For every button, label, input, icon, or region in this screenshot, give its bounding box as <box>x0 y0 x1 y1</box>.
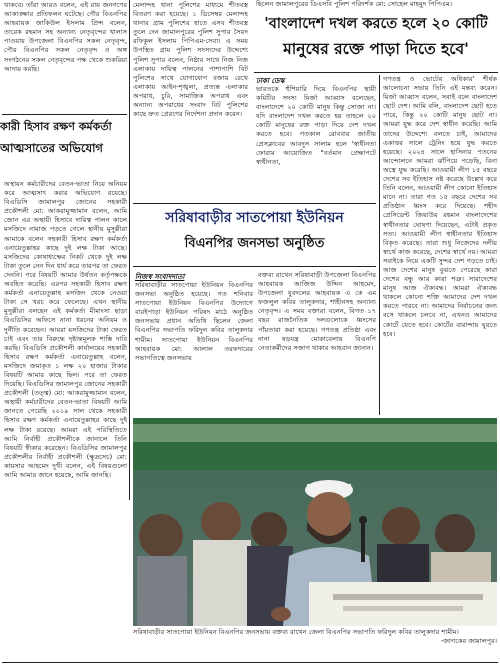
lead-headline-line2: মানুষের রক্তে পাড়া দিতে হবে' <box>283 39 469 58</box>
col3-col4-divider <box>379 75 380 415</box>
col1-headline <box>0 119 128 157</box>
lead-headline-underline <box>254 72 498 73</box>
lead-headline <box>254 12 498 70</box>
photo-caption <box>133 628 497 662</box>
col1-col2-divider <box>129 0 130 500</box>
lead-headline-line1: 'বাংলাদেশ দখল করতে হলে ২০ কোটি <box>264 15 488 32</box>
col1-top-divider <box>2 114 127 115</box>
bottom-rule <box>2 662 498 663</box>
col1-body-text: অস্থায়ন কর্মচারীদের বেতন-ভাতা নিয়ে অনিয়ম করে আত্মসাৎ করার অভিযোগ রয়েছে। বিএডিসি জামালপুর জোনের সহকারী প্রকৌশলী মো: আকরামুজ্জামান বলেন, আমি জোন এর অস্থায়ী হিসাবে দায়িত্ব পালন কালে মসজিদে নামাজ পড়তে গেলে স্থানীয় মুসুল্লীরা আমাকে বলেন সহকারী হিসাব রক্ষণ কর্মকর্তা এনায়েতুল্লাহর কাছে দুই লক্ষ টাকা আছে। মসজিদের কোষাধ্যক্ষের নিকট থেকে দুই লক্ষ টাকা তুলে নেন দিন ধার্য করে তারপর তা ফেরত দেননি। পরে বিষয়টি আমার উর্ধতন কর্তৃপক্ষকে অবহিত করেছি। এরপর সহকারী হিসাব রক্ষণ কর্মকর্তা এনায়েতুল্লাহ মসজিদ থেকে নেওয়া টাকা সে খরচ করে ফেলেছে। এখন স্থানীয় মুসুল্লীরা বলছেন এই কর্মকর্তা মীমাংসা ছাড়া বিএডিসির অফিসে নানা ধরনের অনিয়ম ও দুর্নীতি করেছেন। আমরা মসজিদের টাকা ফেরত চাই এবং তার বিরুদ্ধে দৃষ্টান্তমূলক শাস্তি দাবি করছি। বিএডিসি প্রকৌশলী কার্যালয়ের সহকারী হিসাব রক্ষণ কর্মকর্তা এনায়েতুল্লাহ বলেন, মসজিদে জমাকৃত ১ লক্ষ ২০ হাজার টাকার বিষয়টি আমার কাছে ছিল। পরে তা ফেরত দিয়েছি। বিএডিসির জামালপুর জোনের সহকারী প্রকৌশলী (তত্ত্ব) মো: আকরামুজ্জামান বলেন, অস্থায়ী কর্মচারীদের বেতন-ভাতা বিষয়টি আমি জানতে পেরেছি ২০১৯ সাল থেকে সহকারী হিসাব রক্ষণ কর্মকর্তা এনায়েতুল্লাহর কাছে দুই লক্ষ টাকা রয়েছে। আমরা এই পরিস্থিতিতে আমি নির্বাহী প্রকৌশলীকে জানালে তিনি বিষয়টি স্বীকার করেছেন। বিএডিসির জামালপুর প্রকৌশলীর নির্বাহী প্রকৌশলী (ক্ষুদ্রসেচ) মো: কায়সার আহমেদ দুখী বলেন, এই বিষয়গুলো আমি আমার জানে হয়েছে, আমি জানছি। <box>4 180 127 479</box>
news2-headline-line2: বিএনপির জনসভা অনুষ্ঠিত <box>184 236 325 251</box>
col1-headline-line1: কারী হিসাব রক্ষণ কর্মকর্তা <box>0 120 112 133</box>
rally-photo <box>133 418 497 626</box>
news2-headline-line1: সরিষাবাড়ীর সাতপোয়া ইউনিয়ন <box>165 210 344 226</box>
news2-body-col-b: বক্তব্য রাখেন সরিষাবাড়ী উপজেলা বিএনপির আহবায়ক আজিজ উদ্দিন আহমেদ, উপজেলা যুবদলের আহবায়ক এ কে এম ফজলুল কবির তালুকদার, শাহীনসহ অন্যান্য নেতৃবৃন্দ। এ সময় বক্তারা বলেন, বিগত ১৭ বছর রাজনৈতিক দলগুলোকে ধ্বংসের পাঁয়তারা করা হয়েছে। গণতন্ত্র প্রতিষ্ঠা এবং নানা ষড়যন্ত্র মোকাবেলায় বিএনপি নেতাকর্মীদের সজাগ থাকার আহবান জানান। <box>258 271 376 352</box>
news2-headline-rule <box>133 266 376 267</box>
news2-body-col-a: সরিষাবাড়ীর সাতপোয়া ইউনিয়ন বিএনপির জনসভা অনুষ্ঠিত হয়েছে। গত শনিবার সাতপোয়া ইউনিয়ন বিএনপির উদ্যোগে বারইপাড়া ইউনিয়ন পরিষদ মাঠে অনুষ্ঠিত জনসভায় প্রধান অতিথি ছিলেন জেলা বিএনপির সভাপতি ফরিদুল কবির তালুকদার শামীম। সাতপোয়া ইউনিয়ন বিএনপির আহবায়ক মো: আলাল তরফদারের সভাপতিত্বে জনসভায় <box>135 281 253 362</box>
col3-top-text: ছিলেন জামালপুরের ডিএসবি পুলিশ পরিদর্শক মো: সোহেল মাহমুদ পিপিএম। <box>256 0 453 8</box>
rally-photo-illustration <box>133 418 497 626</box>
col1-headline-line2: আত্মসাতের অভিযোগ <box>0 141 103 155</box>
col1-top-text: থাকবে। তাঁরা আরও বলেন, এই রায় জনগণের আকাঙ্ক্ষার প্রতিফলন ঘটেছে। পৌর বিএনপির আহবায়ক জাকিউল ইসলাম প্রিন্স বলেন, তারেক রহমান সহ অন্যান্য নেতৃবৃন্দের খালাস পাওয়ায় উপজেলা বিএনপির সকল নেতৃবৃন্দ, পৌর বিএনপির সকল নেতৃবৃন্দ ও অঙ্গ সংগঠনের সকল নেতৃবৃন্দের পক্ষ থেকে শুকরিয়া আদায় করছি। <box>4 1 127 73</box>
news2-kicker: নিজস্ব সংবাদদাতা <box>135 273 185 281</box>
photo-caption-text: সরিষাবাড়ীর সাতপোয়া ইউনিয়ন বিএনপির জনসভায় বক্তব্য রাখেন জেলা বিএনপির সভাপতি ফরিদুল কবির তালুকদার শামীম। <box>133 628 459 636</box>
col2-top-text: মেলান্দহ থানা পুলিশের মাধ্যমে শীতবস্ত্র বিতরণ করা হয়েছে। ১ ডিসেম্বর মেলান্দহ থানার গ্রাম পুলিশের হাতে এসব শীতবস্ত্র তুলে দেন জামালপুরের পুলিশ সুপার সৈয়দ রফিকুল ইসলাম পিপিএম-সেবা। এ সময় উপস্থিত গ্রাম পুলিশ সদস্যদের উদ্দেশ্যে পুলিশ সুপার বলেন, নিষ্ঠার সাথে নিজ নিজ এলাকায় দায়িত্ব পালনের পাশাপাশি বিট পুলিশের সাথে যোগাযোগ বজায় রেখে এলাকায় আইন-শৃঙ্খলা, প্রত্যন্ত এলাকার অপরাধ, চুরি, সামাজিক অপরাধ এবং অন্যান্য অপরাধের সংবাদ বিট পুলিশের কাছে দ্রুত প্রেরণের নির্দেশনা প্রদান করেন। <box>133 1 248 119</box>
news2-headline <box>133 205 376 267</box>
col3-body-text: ভারতকে হুঁশিয়ারি দিয়ে বিএনপির স্থায়ী কমিটির সদস্য মির্জা আব্বাস বলেছেন, বাংলাদেশে ২০ কোটি মানুষ কিন্তু সোজা না। যদি বাংলাদেশ দখল করতে হয় তাহলে ২০ কোটি মানুষের রক্ত পাড়া দিয়ে দেশ দখল করতে হবে। গতকাল রোববার জাতীয় প্রেসক্লাবের আবদুস সালাম হলে 'স্বাধীনতা ফোরাম আয়োজিত "বর্তমান প্রেক্ষাপটে স্বাধীনতা, <box>256 85 376 166</box>
col3-kicker: ঢাকা ডেস্ক <box>256 77 285 85</box>
news2-top-rule <box>133 203 376 204</box>
photo-credit: -জাগকের জামালপুর। <box>440 637 497 646</box>
col4-body-text: গণতন্ত্র ও ভোটের অধিকার' শীর্ষক আলোচনা সভায় তিনি এই মন্তব্য করেন। মির্জা আব্বাস বলেন, সবাই বলে বাংলাদেশ ছোট দেশ। আমি বলি, বাংলাদেশ ছোট হতে পারে, কিন্তু ২০ কোটি মানুষ ছোট না। আমরা যুদ্ধ করে দেশ স্বাধীন করেছি। আমি তাদের উদ্দেশ্যে বলতে চাই, আমাদের একাত্তর সালে ট্রেনিং হয়ে যুদ্ধ করতে হয়েছে। ২০২৪ সালে হাসিনার পতনের আন্দোলনে আমরা ঝাঁপিয়ে পড়েছি, বিনা অস্ত্রে যুদ্ধ করেছি। আওয়ামী লীগ ১৫ বছরে দেশের সব ইতিহাস নষ্ট করেছে উল্লেখ করে তিনি বলেন, আওয়ামী লীগ কোনো ইতিহাস মানে না। তারা গত ১৫ বছরে দেশের সব প্রতিষ্ঠান ধ্বংস করে দিয়েছে। শহীদ প্রেসিডেন্ট জিয়াউর রহমান বাংলাদেশের স্বাধীনতার ঘোষণা দিয়েছেন, এটাই প্রকৃত সত্য। আওয়ামী লীগ স্বাধীনতার ইতিহাস বিকৃত করেছে। তারা শুধু নিজেদের দলীয় স্বার্থে কাজ করেছে, দেশের স্বার্থে নয়। আমরা সবাইকে নিয়ে একটি সুন্দর দেশ গড়তে চাই। আজ দেশের মানুষ বুঝতে পেরেছে কারা দেশের বন্ধু আর কারা শত্রু। সারাদেশের মানুষ আজ ঐক্যবদ্ধ। আমরা ঐক্যবদ্ধ থাকলে কোনো শক্তি আমাদের দেশ দখল করতে পারবে না। আমাদের নির্বাচনের জন্য বসে থাকলে চলবে না, এখনও আমাদের কোর্টে যেতে হবে। কোর্টের বারান্দায় ঘুরতে হবে। <box>383 75 497 338</box>
